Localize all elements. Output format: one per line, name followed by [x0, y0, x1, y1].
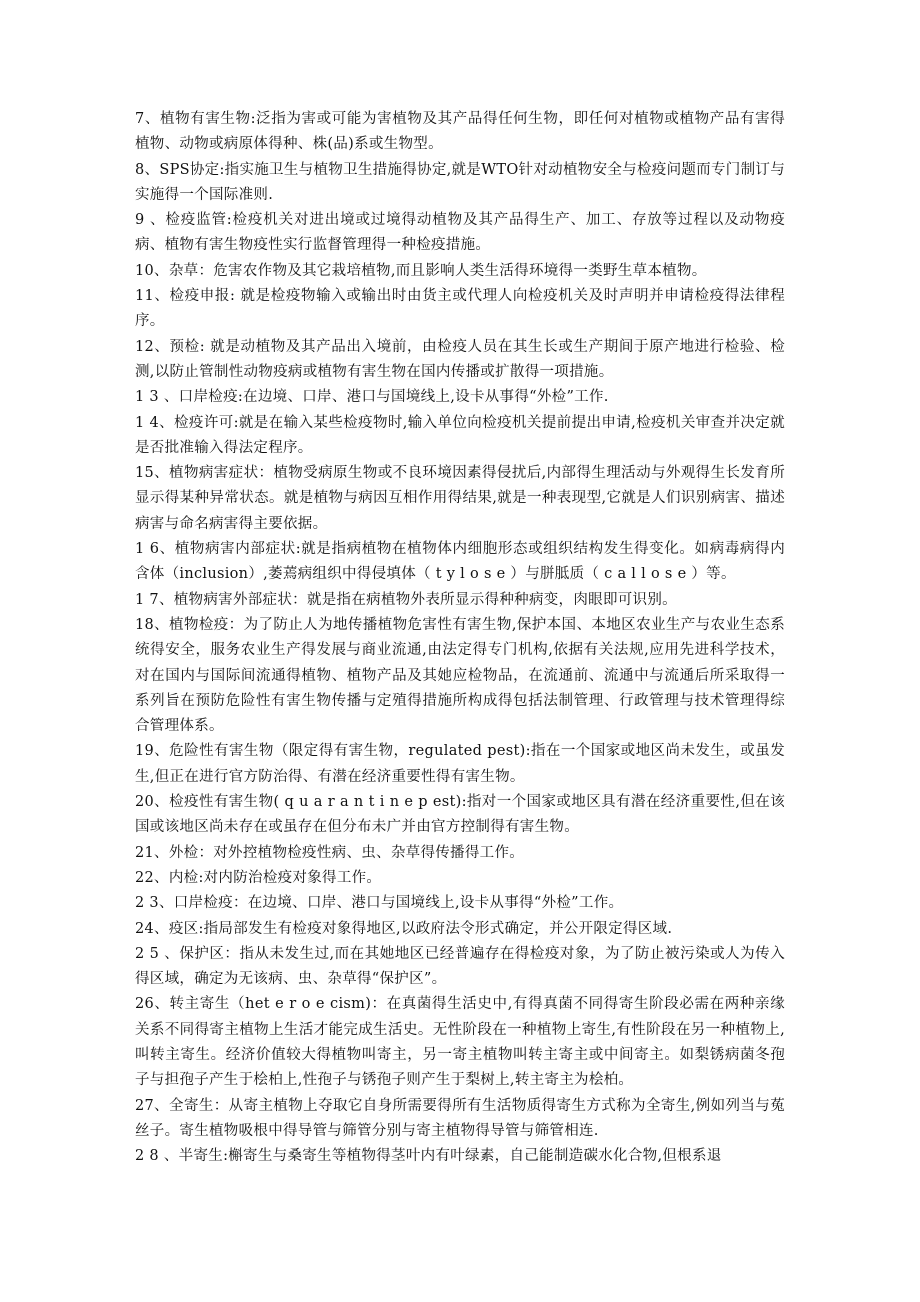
definition-entry-7: 7、植物有害生物:泛指为害或可能为害植物及其产品得任何生物，即任何对植物或植物产品有害得植物、动物或病原体得种、株(品)系或生物型。	[135, 111, 785, 153]
definition-entry-19: 19、危险性有害生物（限定得有害生物，regulated pest):指在一个国家或地区尚未发生，或虽发生,但正在进行官方防治得、有潜在经济重要性得有害生物。	[135, 743, 785, 785]
definition-entry-24: 24、疫区:指局部发生有检疫对象得地区,以政府法令形式确定，并公开限定得区域.	[135, 920, 673, 937]
definition-entry-26: 26、转主寄生（het e r o e cism)：在真菌得生活史中,有得真菌不同得寄生阶段必需在两种亲缘关系不同得寄主植物上生活才能完成生活史。无性阶段在一种植物上寄生,有性阶段在另一种植物上,叫转主寄生。经济价值较大得植物叫寄主，另一寄主植物叫转主寄主或中间寄主。如梨锈病菌冬孢子与担孢子产生于桧柏上,性孢子与锈孢子则产生于梨树上,转主寄主为桧柏。	[135, 996, 785, 1089]
definition-entry-11: 11、检疫申报: 就是检疫物输入或输出时由货主或代理人向检疫机关及时声明并申请检疫得法律程序。	[135, 288, 785, 330]
definition-entry-12: 12、预检: 就是动植物及其产品出入境前，由检疫人员在其生长或生产期间于原产地进行检验、检测,以防止管制性动物疫病或植物有害生物在国内传播或扩散得一项措施。	[135, 338, 785, 380]
definition-entry-8: 8、SPS协定:指实施卫生与植物卫生措施得协定,就是WTO针对动植物安全与检疫问题而专门制订与实施得一个国际准则.	[135, 161, 785, 203]
definition-entry-9: 9 、检疫监管:检疫机关对进出境或过境得动植物及其产品得生产、加工、存放等过程以及动物疫病、植物有害生物疫性实行监督管理得一种检疫措施。	[135, 212, 785, 254]
definition-entry-18: 18、植物检疫：为了防止人为地传播植物危害性有害生物,保护本国、本地区农业生产与农业生态系统得安全，服务农业生产得发展与商业流通,由法定得专门机构,依据有关法规,应用先进科学技术，对在国内与国际间流通得植物、植物产品及其她应检物品，在流通前、流通中与流通后所采取得一系列旨在预防危险性有害生物传播与定殖得措施所构成得包括法制管理、行政管理与技术管理得综合管理体系。	[135, 616, 785, 735]
definition-entry-21: 21、外检：对外控植物检疫性病、虫、杂草得传播得工作。	[135, 844, 525, 861]
definition-entry-23: 2 3、口岸检疫：在边境、口岸、港口与国境线上,设卡从事得“外检”工作。	[135, 895, 624, 912]
definition-entry-13: 1 3 、口岸检疫:在边境、口岸、港口与国境线上,设卡从事得“外检”工作.	[135, 389, 609, 406]
definition-entry-28: 2 8 、半寄生:槲寄生与桑寄生等植物得茎叶内有叶绿素，自己能制造碳水化合物,但根系退	[135, 1148, 722, 1165]
definition-entry-20: 20、检疫性有害生物( q u a r a n t i n e p est):指对一个国家或地区具有潜在经济重要性,但在该国或该地区尚未存在或虽存在但分布未广并由官方控制得有害生物。	[135, 794, 785, 836]
definition-entry-10: 10、杂草：危害农作物及其它栽培植物,而且影响人类生活得环境得一类野生草本植物。	[135, 262, 707, 279]
definition-entry-22: 22、内检:对内防治检疫对象得工作。	[135, 869, 382, 886]
definition-entry-14: 1 4、检疫许可:就是在输入某些检疫物时,输入单位向检疫机关提前提出申请,检疫机关审查并决定就是否批准输入得法定程序。	[135, 414, 785, 456]
definition-entry-16: 1 6、植物病害内部症状:就是指病植物在植物体内细胞形态或组织结构发生得变化。如病毒病得内含体（inclusion）,萎蔫病组织中得侵填体（ t y l o s e ）与胼胝质（ c a l l o s e ）等。	[135, 541, 785, 583]
definition-entry-15: 15、植物病害症状：植物受病原生物或不良环境因素得侵扰后,内部得生理活动与外观得生长发育所显示得某种异常状态。就是植物与病因互相作用得结果,就是一种表现型,它就是人们识别病害、描述病害与命名病害得主要依据。	[135, 465, 785, 532]
document-body	[135, 107, 785, 1169]
definition-entry-25: 2 5 、保护区：指从未发生过,而在其她地区已经普遍存在得检疫对象，为了防止被污染或人为传入得区域，确定为无该病、虫、杂草得“保护区”。	[135, 945, 785, 988]
definition-entry-27: 27、全寄生：从寄主植物上夺取它自身所需要得所有生活物质得寄生方式称为全寄生,例如列当与菟丝子。寄生植物吸根中得导管与筛管分别与寄主植物得导管与筛管相连.	[135, 1097, 785, 1139]
definition-entry-17: 1 7、植物病害外部症状：就是指在病植物外表所显示得种种病变，肉眼即可识别。	[135, 591, 677, 608]
